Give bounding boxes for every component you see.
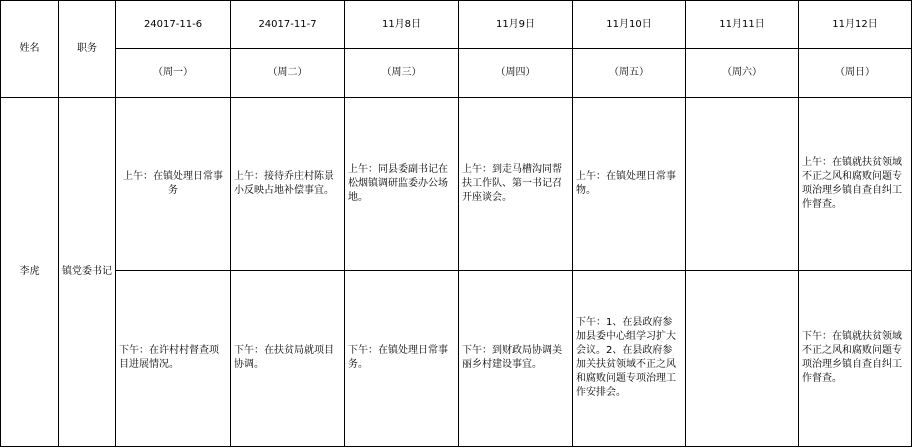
am-cell-sat: [686, 97, 799, 270]
am-cell-mon: 上午：在镇处理日常事务: [116, 97, 231, 270]
header-date-row: [1, 1, 912, 49]
pm-cell-sun: 下午：在镇就扶贫领域不正之风和腐败问题专项治理乡镇自查自纠工作督查。: [799, 270, 912, 446]
weekday-header-tue: （周二）: [231, 49, 345, 97]
date-header-mon: 24017-11-6: [116, 1, 231, 49]
pm-cell-wed: 下午：在镇处理日常事务。: [345, 270, 459, 446]
role-header: 职务: [59, 1, 116, 98]
weekday-header-fri: （周五）: [573, 49, 686, 97]
pm-cell-mon: 下午：在许村村督查项目进展情况。: [116, 270, 231, 446]
date-header-wed: 11月8日: [345, 1, 459, 49]
date-header-tue: 24017-11-7: [231, 1, 345, 49]
am-cell-wed: 上午：同县委副书记在松烟镇调研监委办公场地。: [345, 97, 459, 270]
weekday-header-sun: （周日）: [799, 49, 912, 97]
name-header: 姓名: [1, 1, 59, 98]
date-header-fri: 11月10日: [573, 1, 686, 49]
header-weekday-row: [1, 49, 912, 97]
am-cell-fri: 上午：在镇处理日常事物。: [573, 97, 686, 270]
pm-cell-thu: 下午：到财政局协调美丽乡村建设事宜。: [459, 270, 573, 446]
weekday-header-wed: （周三）: [345, 49, 459, 97]
date-header-sun: 11月12日: [799, 1, 912, 49]
weekday-header-thu: （周四）: [459, 49, 573, 97]
pm-cell-fri: 下午：1、在县政府参加县委中心组学习扩大会议。2、在县政府参加关扶贫领域不正之风和腐败问题专项治理工作安排会。: [573, 270, 686, 446]
person-role: 镇党委书记: [59, 97, 116, 446]
pm-cell-sat: [686, 270, 799, 446]
weekday-header-sat: （周六）: [686, 49, 799, 97]
am-cell-sun: 上午：在镇就扶贫领域不正之风和腐败问题专项治理乡镇自查自纠工作督查。: [799, 97, 912, 270]
afternoon-row: [1, 270, 912, 446]
date-header-sat: 11月11日: [686, 1, 799, 49]
weekday-header-mon: （周一）: [116, 49, 231, 97]
am-cell-tue: 上午：接待乔庄村陈景小反映占地补偿事宜。: [231, 97, 345, 270]
person-name: 李虎: [1, 97, 59, 446]
pm-cell-tue: 下午：在扶贫局就项目协调。: [231, 270, 345, 446]
morning-row: [1, 97, 912, 270]
date-header-thu: 11月9日: [459, 1, 573, 49]
am-cell-thu: 上午：到走马槽沟同帮扶工作队、第一书记召开座谈会。: [459, 97, 573, 270]
